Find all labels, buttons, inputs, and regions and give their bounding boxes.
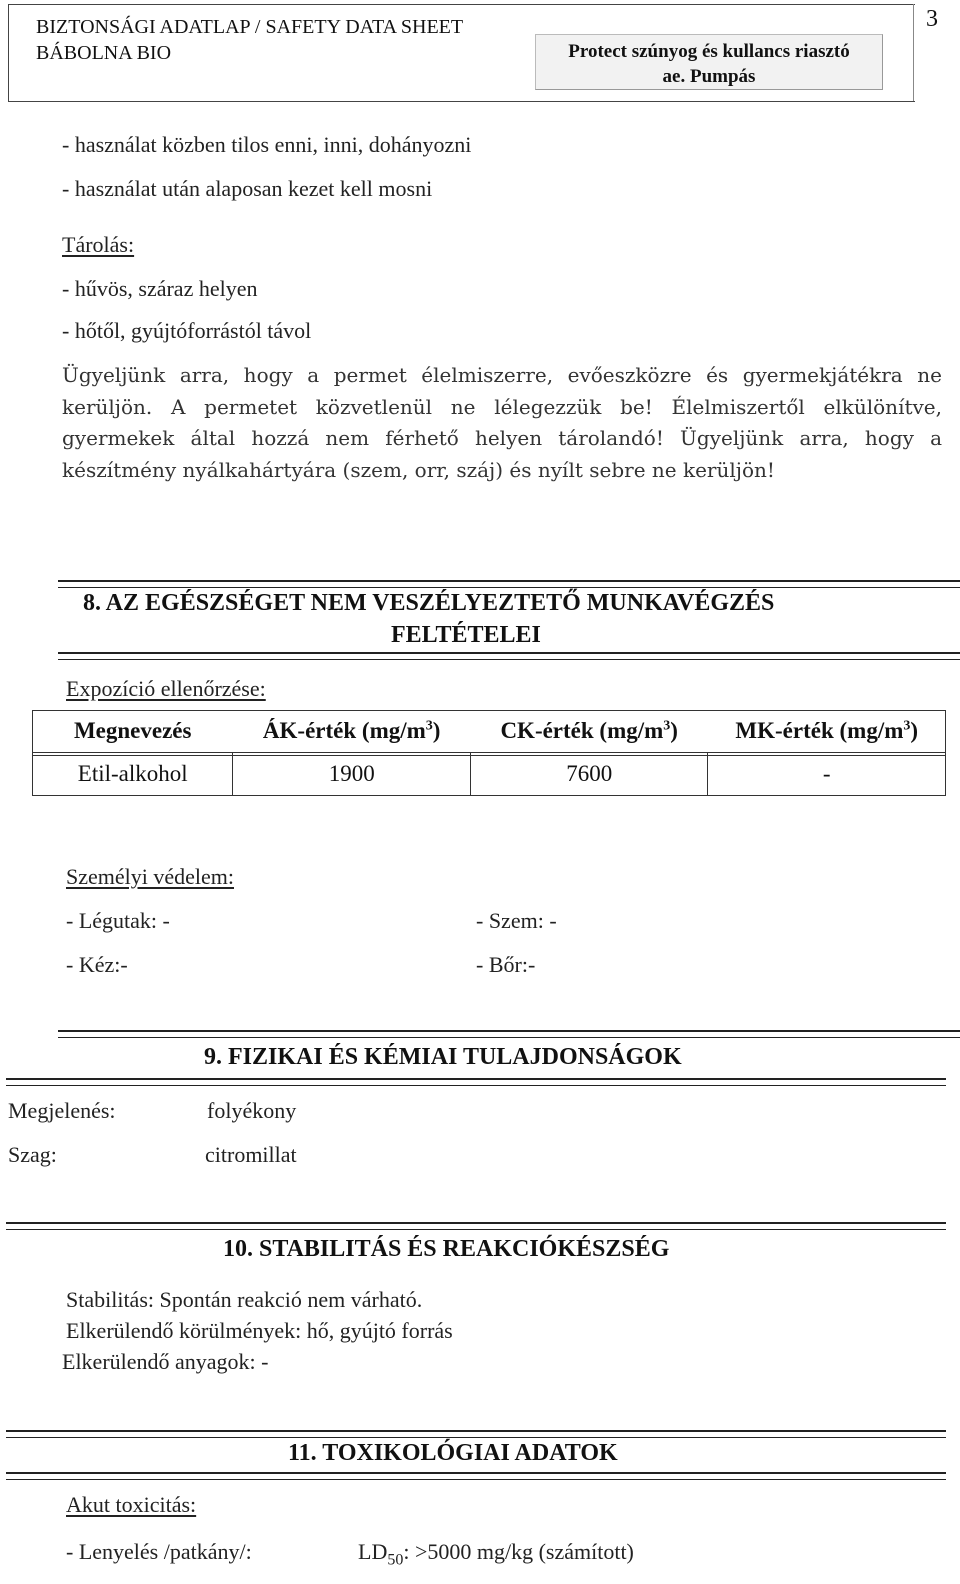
conditions-to-avoid: Elkerülendő körülmények: hő, gyújtó forrás — [66, 1318, 453, 1343]
section-11-rule-bottom — [6, 1472, 946, 1480]
table-header-ck: CK-érték $(mg/m^3)$ — [500, 718, 678, 743]
table-header-name: Megnevezés — [73, 718, 192, 743]
table-header-frame — [32, 710, 946, 756]
section-11-title: 11. TOXIKOLÓGIAI ADATOK — [288, 1440, 618, 1466]
stability-text: Stabilitás: Spontán reakció nem várható. — [66, 1287, 423, 1312]
table-cell-mk: - — [708, 753, 946, 796]
section-8-title-line-2: FELTÉTELEI — [391, 622, 541, 648]
product-name-line-1: Protect szúnyog és kullancs riasztó — [568, 41, 850, 62]
storage-paragraph: Ügyeljünk arra, hogy a permet élelmiszerre, evőeszközre és gyermekjátékra ne kerüljön. A permetet közvetlenül ne lélegezzük be! Élelmiszertől elkülönítve, gyermekek által hozzá nem férhető helyen tárolandó! Ügyeljünk arra, hogy a készítmény nyálkahártyára (szem, orr, száj) és nyílt sebre ne kerüljön! — [62, 363, 942, 482]
header-line-2: BÁBOLNA BIO — [36, 42, 172, 64]
section-11-rule-top — [6, 1430, 946, 1438]
section-8-rule-top — [58, 580, 960, 588]
table-cell-ak: 1900 — [233, 753, 471, 796]
header-divider — [913, 4, 914, 101]
page-number: 3 — [926, 6, 938, 32]
appearance-label: Megjelenés: — [8, 1098, 116, 1123]
table-header-ak: ÁK-érték $(mg/m^3)$ — [262, 718, 441, 743]
handling-line-2: - használat után alaposan kezet kell mosni — [62, 176, 433, 201]
ingestion-label: - Lenyelés /patkány/: — [66, 1539, 252, 1564]
product-name-box — [535, 34, 883, 90]
materials-to-avoid: Elkerülendő anyagok: - — [62, 1349, 269, 1374]
odor-value: citromillat — [205, 1142, 297, 1167]
appearance-value: folyékony — [207, 1098, 297, 1123]
eye-protection: - Szem: - — [476, 908, 557, 933]
section-9-rule-bottom — [6, 1078, 946, 1086]
storage-line-1: - hűvös, száraz helyen — [62, 276, 258, 301]
table-cell-name: Etil-alkohol — [33, 753, 233, 796]
respiratory-protection: - Légutak: - — [66, 908, 170, 933]
product-name-line-2: ae. Pumpás — [662, 66, 756, 87]
exposure-label: Expozíció ellenőrzése: — [66, 676, 266, 701]
section-8-rule-bottom — [58, 652, 960, 660]
section-10-rule-top — [6, 1222, 946, 1230]
section-8-title-line-1: 8. AZ EGÉSZSÉGET NEM VESZÉLYEZTETŐ MUNKAVÉGZÉS — [83, 590, 775, 616]
hand-protection: - Kéz:- — [66, 952, 128, 977]
table-row — [33, 753, 946, 796]
storage-line-2: - hőtől, gyújtóforrástól távol — [62, 318, 312, 343]
handling-line-1: - használat közben tilos enni, inni, dohányozni — [62, 132, 472, 157]
storage-title: Tárolás: — [62, 232, 135, 257]
header-title — [36, 14, 463, 66]
section-10-title: 10. STABILITÁS ÉS REAKCIÓKÉSZSÉG — [223, 1236, 670, 1262]
ld50-value: $LD_{50}$: >5000 mg/kg (számított) — [358, 1539, 634, 1569]
header-line-1: BIZTONSÁGI ADATLAP / SAFETY DATA SHEET — [36, 16, 464, 38]
skin-protection: - Bőr:- — [476, 952, 536, 977]
section-9-title: 9. FIZIKAI ÉS KÉMIAI TULAJDONSÁGOK — [204, 1044, 682, 1070]
acute-toxicity-label: Akut toxicitás: — [66, 1492, 197, 1517]
section-9-rule-top — [58, 1030, 960, 1038]
table-cell-ck: 7600 — [470, 753, 708, 796]
table-header-mk: MK-érték $(mg/m^3)$ — [735, 718, 919, 743]
personal-protection-label: Személyi védelem: — [66, 864, 234, 889]
odor-label: Szag: — [8, 1142, 57, 1167]
